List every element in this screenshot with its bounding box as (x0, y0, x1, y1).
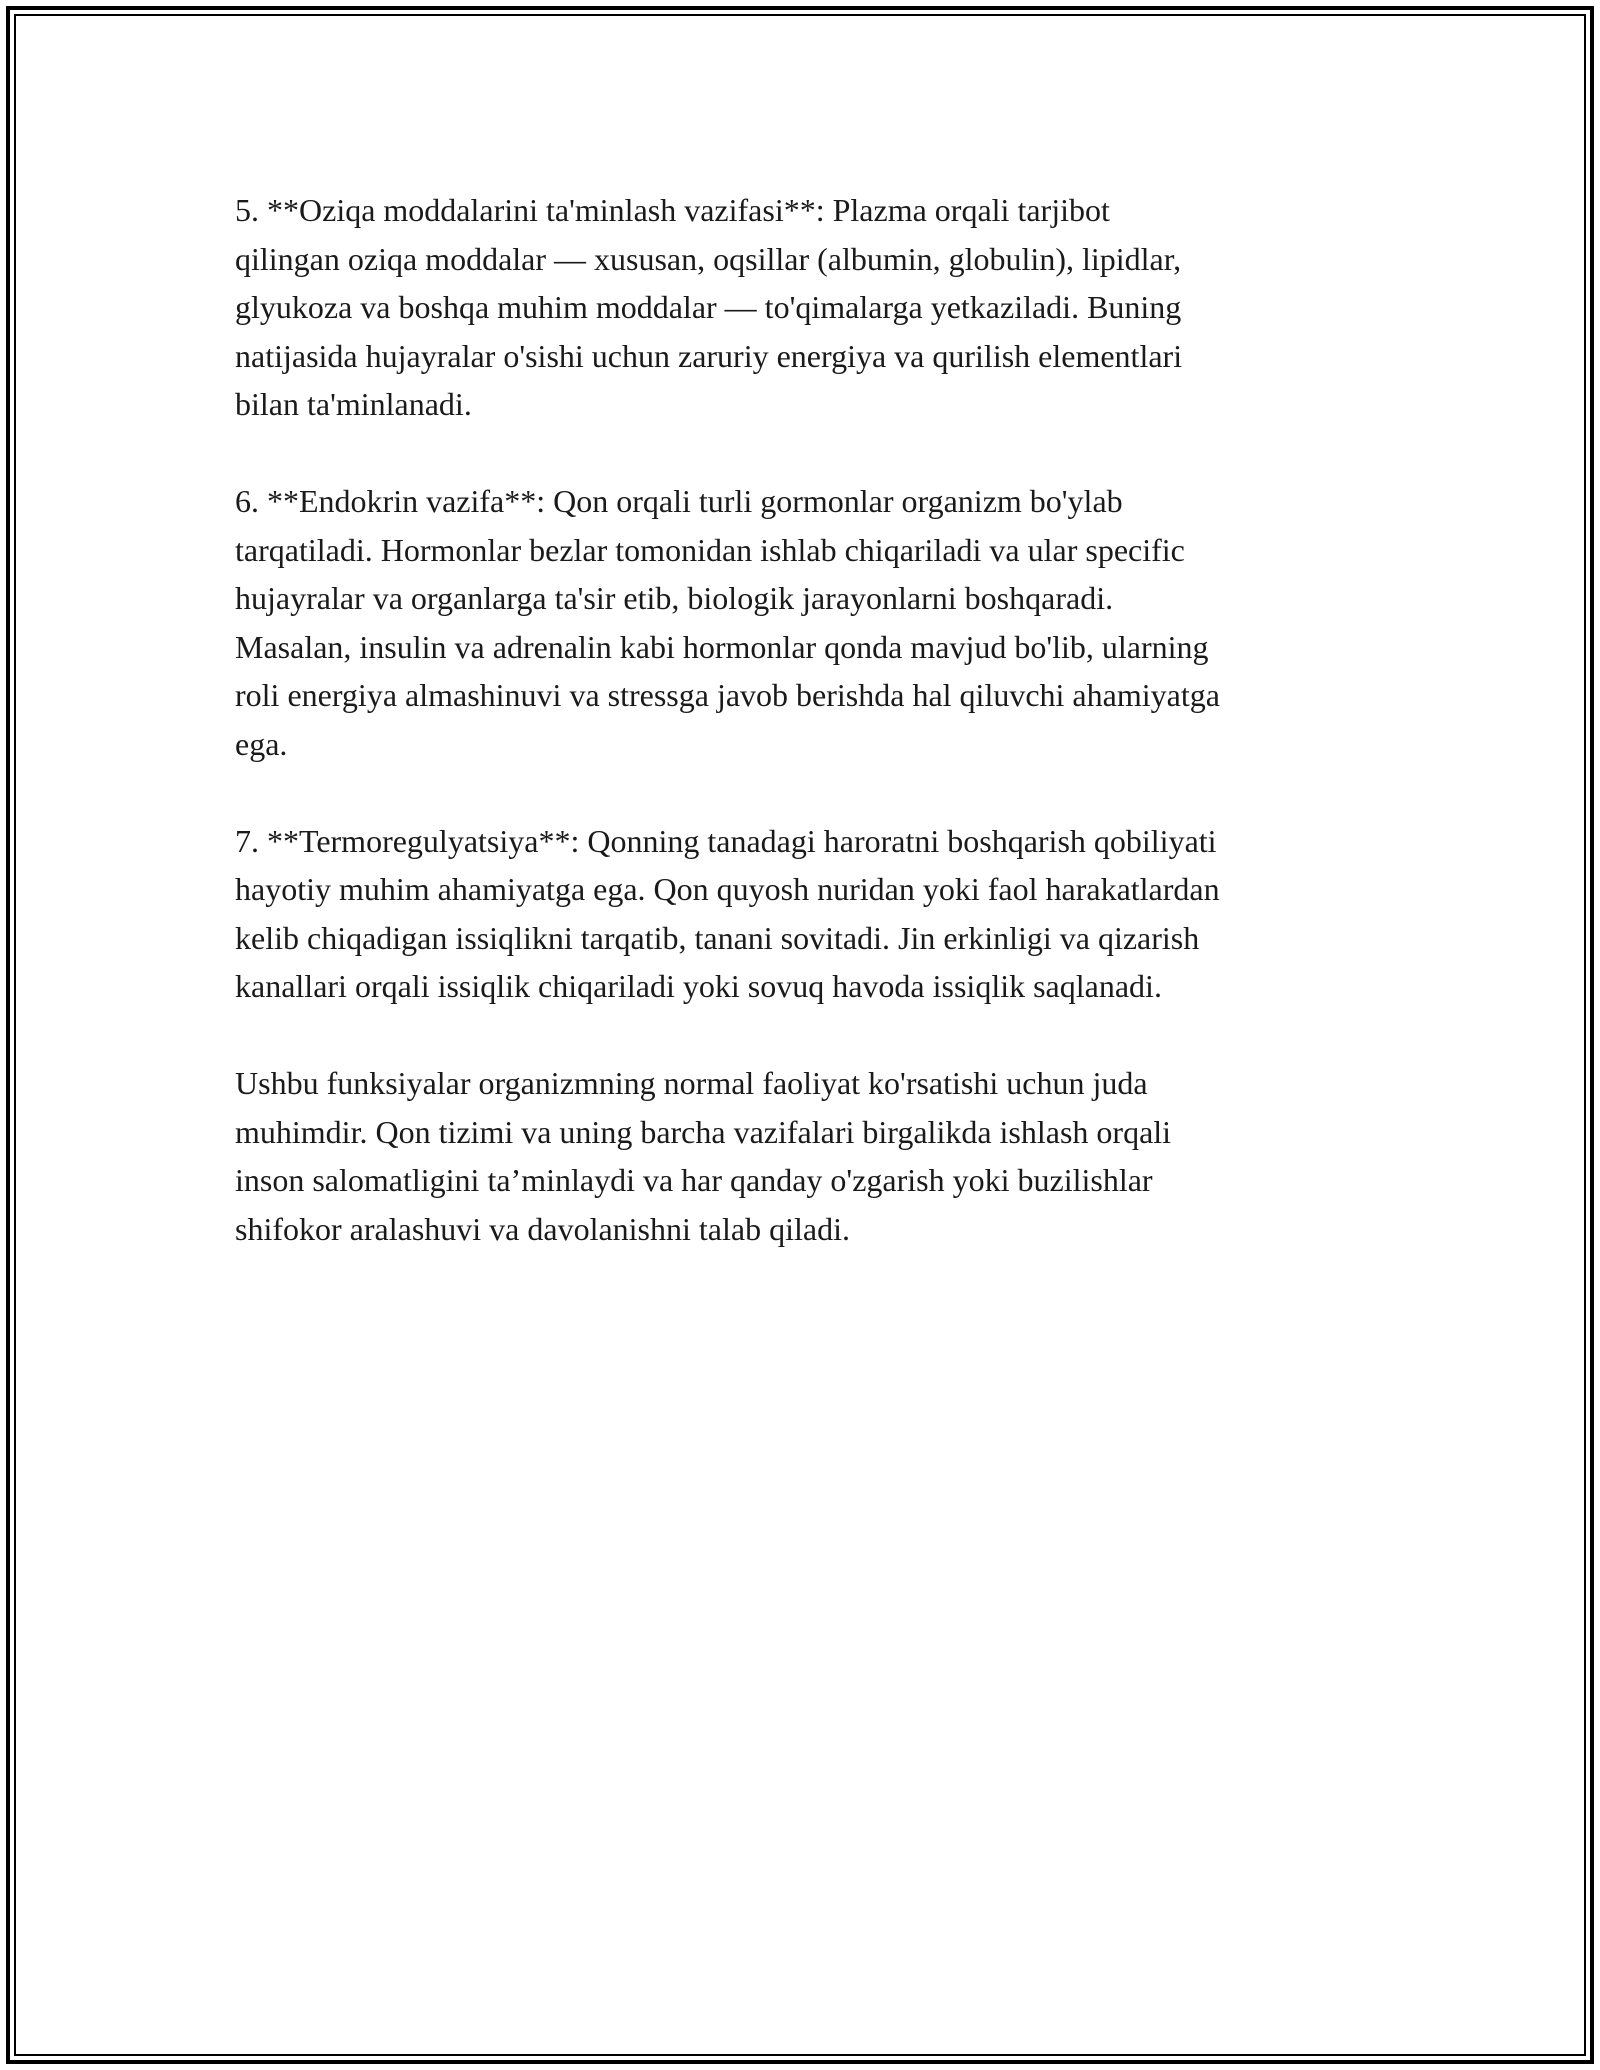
text-line: qilingan oziqa moddalar — xususan, oqsillar (albumin, globulin), lipidlar, (235, 240, 1182, 277)
text-line: muhimdir. Qon tizimi va uning barcha vazifalari birgalikda ishlash orqali (235, 1113, 1172, 1150)
text-line: kelib chiqadigan issiqlikni tarqatib, tanani sovitadi. Jin erkinligi va qizarish (235, 919, 1200, 956)
paragraph-endokrin (235, 477, 1370, 768)
text-line: bilan ta'minlanadi. (235, 386, 472, 422)
text-line: natijasida hujayralar o'sishi uchun zaruriy energiya va qurilish elementlari (235, 337, 1183, 374)
text-line: 6. **Endokrin vazifa**: Qon orqali turli gormonlar organizm bo'ylab (235, 483, 1123, 519)
paragraph-termoregulyatsiya (235, 817, 1370, 1011)
text-line: Masalan, insulin va adrenalin kabi hormonlar qonda mavjud bo'lib, ularning (235, 628, 1209, 665)
document-body (235, 186, 1370, 1253)
text-line: shifokor aralashuvi va davolanishni talab qiladi. (235, 1210, 850, 1247)
text-line: Ushbu funksiyalar organizmning normal faoliyat ko'rsatishi uchun juda (235, 1065, 1148, 1101)
text-line: tarqatiladi. Hormonlar bezlar tomonidan ishlab chiqariladi va ular specific (235, 531, 1185, 568)
paragraph-oziqa (235, 186, 1370, 429)
text-line: roli energiya almashinuvi va stressga javob berishda hal qiluvchi ahamiyatga (235, 677, 1220, 713)
text-line: hujayralar va organlarga ta'sir etib, biologik jarayonlarni boshqaradi. (235, 580, 1114, 616)
text-line: glyukoza va boshqa muhim moddalar — to'qimalarga yetkaziladi. Buning (235, 289, 1182, 325)
text-line: hayotiy muhim ahamiyatga ega. Qon quyosh nuridan yoki faol harakatlardan (235, 871, 1220, 907)
text-line: 7. **Termoregulyatsiya**: Qonning tanadagi haroratni boshqarish qobiliyati (235, 822, 1217, 859)
text-line: 5. **Oziqa moddalarini ta'minlash vazifasi**: Plazma orqali tarjibot (235, 192, 1110, 228)
text-line: kanallari orqali issiqlik chiqariladi yoki sovuq havoda issiqlik saqlanadi. (235, 968, 1162, 1004)
text-line: inson salomatligini ta’minlaydi va har qanday o'zgarish yoki buzilishlar (235, 1162, 1153, 1198)
text-line: ega. (235, 725, 288, 762)
paragraph-conclusion (235, 1059, 1370, 1253)
